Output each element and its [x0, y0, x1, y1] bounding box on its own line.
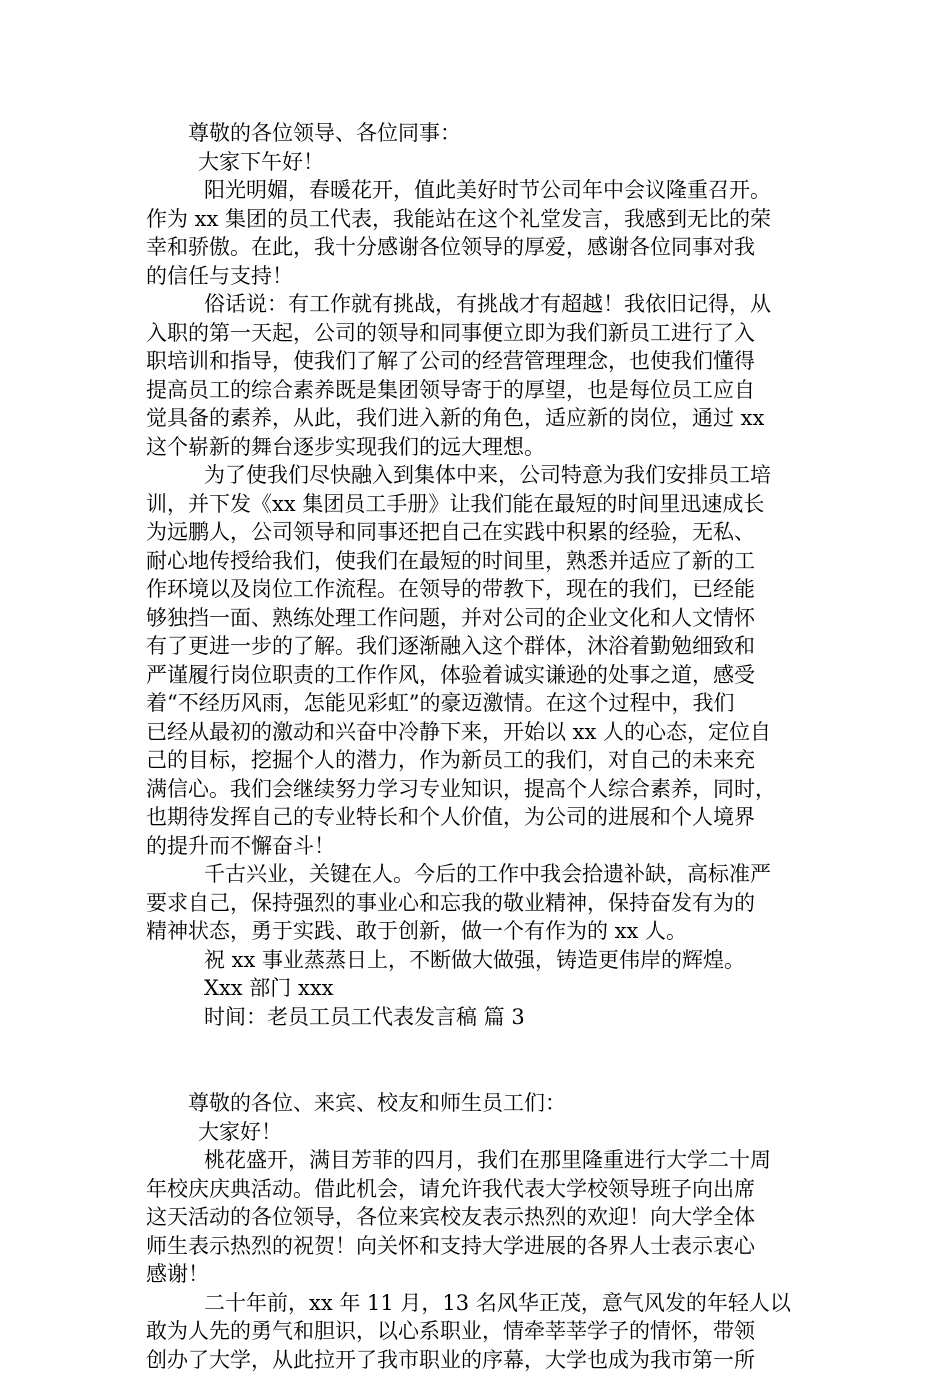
paragraph-line: 作环境以及岗位工作流程。在领导的带教下，现在的我们，已经能 — [146, 575, 822, 604]
salutation: 尊敬的各位、来宾、校友和师生员工们： — [146, 1089, 822, 1118]
paragraph-line: 要求自己，保持强烈的事业心和忘我的敬业精神，保持奋发有为的 — [146, 889, 822, 918]
paragraph-line: 也期待发挥自己的专业特长和个人价值，为公司的进展和个人境界 — [146, 803, 822, 832]
paragraph-line: 严谨履行岗位职责的工作作风，体验着诚实谦逊的处事之道，感受 — [146, 661, 822, 690]
paragraph — [146, 176, 822, 290]
paragraph-line: 这天活动的各位领导，各位来宾校友表示热烈的欢迎！向大学全体 — [146, 1203, 822, 1232]
paragraph-line: 着“不经历风雨，怎能见彩虹”的豪迈激情。在这个过程中，我们 — [146, 689, 822, 718]
greeting: 大家好！ — [146, 1118, 822, 1147]
paragraph-line: 千古兴业，关键在人。今后的工作中我会拾遗补缺，高标准严 — [146, 860, 822, 889]
signature: Xxx 部门 xxx — [146, 974, 822, 1003]
paragraph — [146, 290, 822, 461]
paragraph-line: 己的目标，挖掘个人的潜力，作为新员工的我们，对自己的未来充 — [146, 746, 822, 775]
paragraph-line: 职培训和指导，使我们了解了公司的经营管理理念，也使我们懂得 — [146, 347, 822, 376]
paragraph-line: 桃花盛开，满目芳菲的四月，我们在那里隆重进行大学二十周 — [146, 1146, 822, 1175]
paragraph-line: 为了使我们尽快融入到集体中来，公司特意为我们安排员工培 — [146, 461, 822, 490]
paragraph-line: 耐心地传授给我们，使我们在最短的时间里，熟悉并适应了新的工 — [146, 547, 822, 576]
paragraph-line: 幸和骄傲。在此，我十分感谢各位领导的厚爱，感谢各位同事对我 — [146, 233, 822, 262]
paragraph-line: 年校庆庆典活动。借此机会，请允许我代表大学校领导班子向出席 — [146, 1175, 822, 1204]
paragraph-line: 阳光明媚，春暖花开，值此美好时节公司年中会议隆重召开。 — [146, 176, 822, 205]
paragraph-line: 作为 xx 集团的员工代表，我能站在这个礼堂发言，我感到无比的荣 — [146, 205, 822, 234]
paragraph-line: 这个崭新的舞台逐步实现我们的远大理想。 — [146, 433, 822, 462]
closing-wish: 祝 xx 事业蒸蒸日上，不断做大做强，铸造更伟岸的辉煌。 — [146, 946, 822, 975]
paragraph-line: 入职的第一天起，公司的领导和同事便立即为我们新员工进行了入 — [146, 319, 822, 348]
paragraph — [146, 860, 822, 946]
paragraph-line: 够独挡一面、熟练处理工作问题，并对公司的企业文化和人文情怀 — [146, 604, 822, 633]
paragraph-line: 的信任与支持！ — [146, 262, 822, 291]
paragraph-line: 俗话说：有工作就有挑战，有挑战才有超越！我依旧记得，从 — [146, 290, 822, 319]
greeting: 大家下午好！ — [146, 148, 822, 177]
time-line: 时间：老员工员工代表发言稿 篇 3 — [146, 1003, 822, 1032]
paragraph-line: 二十年前，xx 年 11 月，13 名风华正茂，意气风发的年轻人以 — [146, 1289, 822, 1318]
paragraph-line: 的提升而不懈奋斗！ — [146, 832, 822, 861]
paragraph-line: 感谢！ — [146, 1260, 822, 1289]
paragraph-line: 觉具备的素养，从此，我们进入新的角色，适应新的岗位，通过 xx — [146, 404, 822, 433]
paragraph-line: 已经从最初的激动和兴奋中冷静下来，开始以 xx 人的心态，定位自 — [146, 718, 822, 747]
salutation: 尊敬的各位领导、各位同事： — [146, 119, 822, 148]
paragraph-line: 有了更进一步的了解。我们逐渐融入这个群体，沐浴着勤勉细致和 — [146, 632, 822, 661]
paragraph-line: 提高员工的综合素养既是集团领导寄于的厚望，也是每位员工应自 — [146, 376, 822, 405]
document-body — [146, 119, 822, 1374]
paragraph-line: 训，并下发《xx 集团员工手册》让我们能在最短的时间里迅速成长 — [146, 490, 822, 519]
paragraph-line: 敢为人先的勇气和胆识，以心系职业，情牵莘莘学子的情怀，带领 — [146, 1317, 822, 1346]
paragraph-line: 为远鹏人，公司领导和同事还把自己在实践中积累的经验，无私、 — [146, 518, 822, 547]
paragraph-line: 师生表示热烈的祝贺！向关怀和支持大学进展的各界人士表示衷心 — [146, 1232, 822, 1261]
paragraph — [146, 1146, 822, 1289]
paragraph-line: 创办了大学，从此拉开了我市职业的序幕，大学也成为我市第一所 — [146, 1346, 822, 1374]
paragraph-line: 精神状态，勇于实践、敢于创新，做一个有作为的 xx 人。 — [146, 917, 822, 946]
paragraph — [146, 461, 822, 860]
section-spacer — [146, 1031, 822, 1089]
paragraph-line: 满信心。我们会继续努力学习专业知识，提高个人综合素养，同时， — [146, 775, 822, 804]
paragraph — [146, 1289, 822, 1374]
